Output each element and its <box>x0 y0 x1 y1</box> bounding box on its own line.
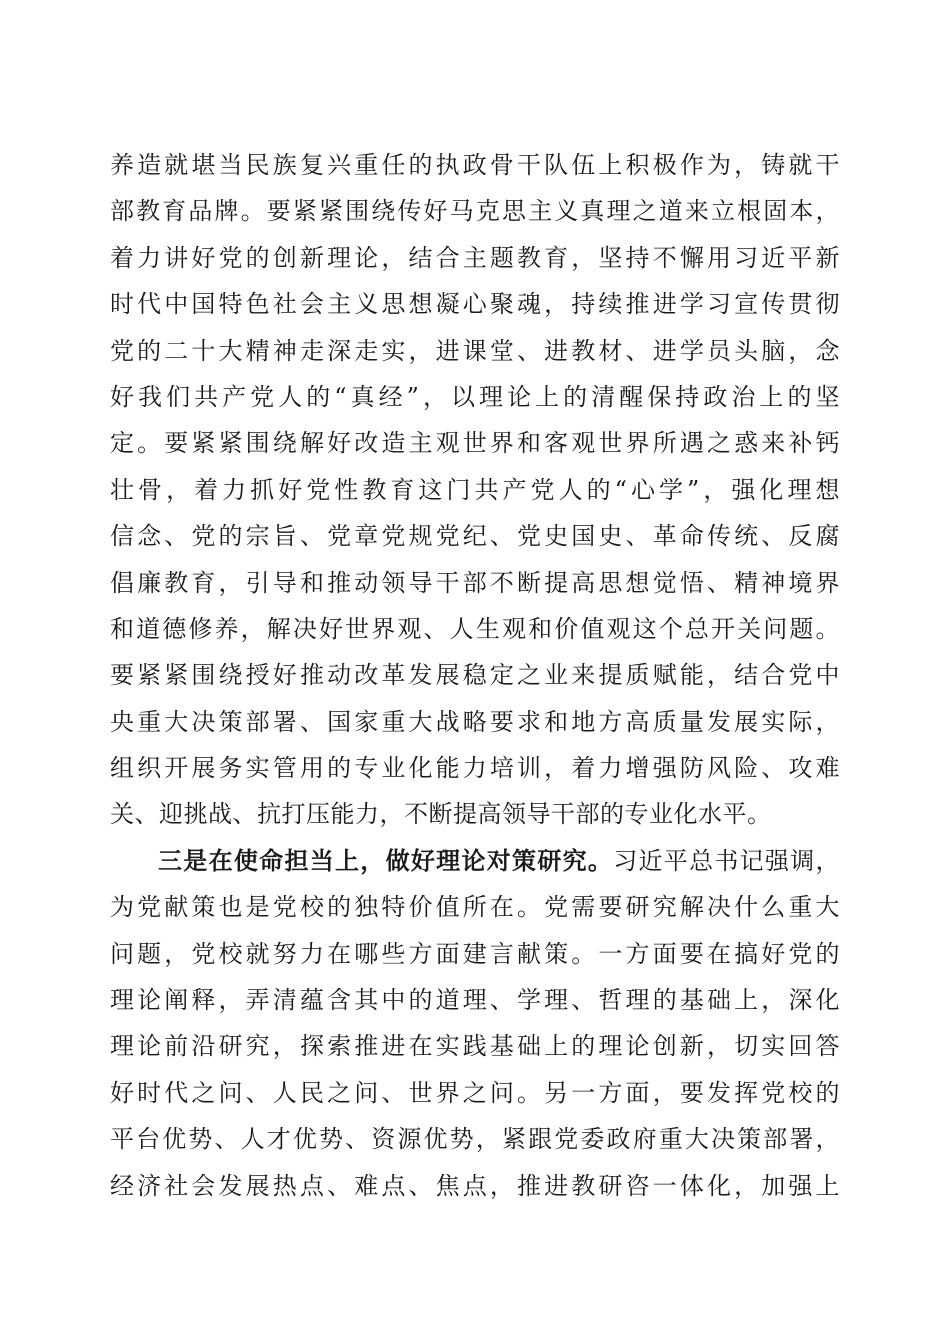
text-line: 经济社会发展热点、难点、焦点，推进教研咨一体化，加强上 <box>110 1171 840 1200</box>
text-line: 部教育品牌。要紧紧围绕传好马克思主义真理之道来立根固本， <box>110 197 840 226</box>
text-line: 壮骨，着力抓好党性教育这门共产党人的“心学”，强化理想 <box>110 475 840 504</box>
text-line: 信念、党的宗旨、党章党规党纪、党史国史、革命传统、反腐 <box>110 522 840 551</box>
text-line: 好时代之问、人民之问、世界之问。另一方面，要发挥党校的 <box>110 1078 840 1107</box>
text-line: 组织开展务实管用的专业化能力培训，着力增强防风险、攻难 <box>110 754 840 783</box>
text-line: 定。要紧紧围绕解好改造主观世界和客观世界所遇之惑来补钙 <box>110 429 840 458</box>
text-line: 好我们共产党人的“真经”，以理论上的清醒保持政治上的坚 <box>110 382 840 411</box>
text-line: 平台优势、人才优势、资源优势，紧跟党委政府重大决策部署， <box>110 1125 840 1154</box>
paragraph-heading-line <box>110 838 840 884</box>
text-line: 着力讲好党的创新理论，结合主题教育，坚持不懈用习近平新 <box>110 243 840 272</box>
text-line: 关、迎挑战、抗打压能力，不断提高领导干部的专业化水平。 <box>110 800 772 829</box>
text-line: 养造就堪当民族复兴重任的执政骨干队伍上积极作为，铸就干 <box>110 151 840 179</box>
text-line: 时代中国特色社会主义思想凝心聚魂，持续推进学习宣传贯彻 <box>110 290 840 319</box>
heading-line-rest: 习近平总书记强调， <box>613 846 841 875</box>
text-line: 央重大决策部署、国家重大战略要求和地方高质量发展实际， <box>110 707 840 736</box>
text-line: 党的二十大精神走深走实，进课堂、进教材、进学员头脑，念 <box>110 336 840 365</box>
text-line: 要紧紧围绕授好推动改革发展稳定之业来提质赋能，结合党中 <box>110 661 840 690</box>
text-line: 问题，党校就努力在哪些方面建言献策。一方面要在搞好党的 <box>110 939 840 968</box>
text-line: 理论前沿研究，探索推进在实践基础上的理论创新，切实回答 <box>110 1032 840 1061</box>
text-line: 和道德修养，解决好世界观、人生观和价值观这个总开关问题。 <box>110 614 840 643</box>
body-text <box>110 142 840 1209</box>
text-line: 为党献策也是党校的独特价值所在。党需要研究解决什么重大 <box>110 893 840 922</box>
text-line: 理论阐释，弄清蕴含其中的道理、学理、哲理的基础上，深化 <box>110 986 840 1015</box>
text-line: 倡廉教育，引导和推动领导干部不断提高思想觉悟、精神境界 <box>110 568 840 597</box>
section-heading: 三是在使命担当上，做好理论对策研究。 <box>158 845 614 875</box>
